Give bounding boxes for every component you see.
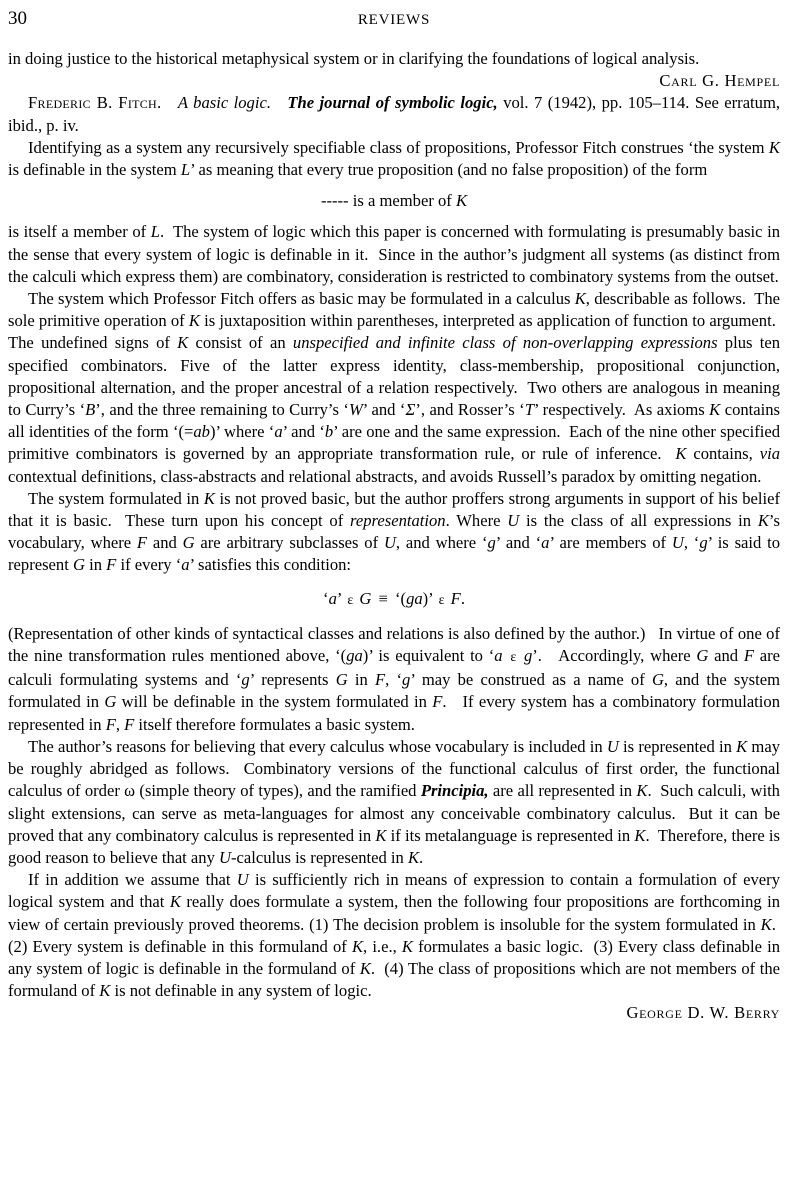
- running-head: [8, 8, 780, 36]
- symbol-L: L: [180, 160, 191, 180]
- symbol-K: K: [768, 137, 780, 157]
- symbol-omega: ω: [124, 781, 136, 801]
- display-formula: ‘a’ ε G ≡ ‘(ga)’ ε F.: [323, 588, 465, 608]
- equivalence-symbol: ≡: [378, 588, 388, 608]
- emph-representation: representation: [350, 511, 446, 531]
- symbol-K: K: [636, 781, 648, 801]
- symbol-F: F: [124, 714, 135, 734]
- epsilon-membership-symbol: ε: [347, 592, 354, 608]
- symbol-g: g: [487, 533, 496, 553]
- symbol-K: K: [675, 444, 687, 464]
- symbol-K: K: [169, 892, 181, 912]
- symbol-g: g: [523, 646, 533, 666]
- symbol-g: g: [699, 533, 708, 553]
- previous-review-text: in doing justice to the historical metaphysical system or in clarifying the foundations of logical analysis.: [8, 49, 700, 68]
- symbol-K: K: [359, 958, 371, 978]
- symbol-a: a: [181, 555, 190, 575]
- symbol-G: G: [696, 646, 709, 666]
- symbol-K: K: [375, 825, 387, 845]
- review-author: Frederic B. Fitch.: [28, 93, 162, 113]
- display-line-dashes: -----: [320, 191, 349, 211]
- display-line-form: ----- is a member of K: [320, 191, 468, 211]
- symbol-K: K: [401, 936, 413, 956]
- symbol-K: K: [760, 914, 772, 934]
- page-number: 30: [8, 8, 27, 29]
- review-paragraph-2: The system which Professor Fitch offers as basic may be formulated in a calculus K, describable as follows. The sole primitive operation of K is juxtaposition within parentheses, interpreted as application of function to argument. The undefined signs of K consist of an unspecified and infinite class of non-overlapping expressions plus ten specified combinators. Five of the latter express identity, class-membership, propositional conjunction, propositional alternation, and the proper ancestral of a relation respectively. Two others are analogous in meaning to Curry’s ‘B’, and the three remaining to Curry’s ‘W’ and ‘Σ’, and Rosser’s ‘T’ respectively. As axioms K contains all identities of the form ‘(=ab)’ where ‘a’ and ‘b’ are one and the same expression. Each of the nine other specified primitive combinators is governed by an appropriate transformation rule, or rule of inference. K contains, via contextual definitions, class-abstracts and relational abstracts, and avoids Russell’s paradox by omitting negation.: [8, 289, 781, 486]
- symbol-K: K: [177, 333, 189, 353]
- symbol-F: F: [743, 646, 754, 666]
- symbol-ga: ga: [406, 588, 423, 608]
- symbol-U: U: [236, 870, 249, 890]
- previous-review-signature: Carl G. Hempel: [659, 71, 780, 91]
- epsilon-membership-symbol: ε: [510, 650, 517, 666]
- symbol-L: L: [150, 222, 160, 242]
- symbol-F: F: [106, 555, 117, 575]
- symbol-K: K: [736, 736, 748, 756]
- symbol-g: g: [402, 670, 411, 690]
- emph-principia: Principia,: [420, 781, 489, 801]
- symbol-K: K: [351, 936, 364, 956]
- emph-via: via: [759, 444, 780, 464]
- review-paragraph-3b: (Representation of other kinds of syntactical classes and relations is also defined by the author.) In virtue of one of the nine transformation rules mentioned above, ‘(ga)’ is equivalent to ‘a ε g’. Accordingly, where G and F are calculi formulating systems and ‘g’ represents G in F, ‘g’ may be construed as a name of G, and the system formulated in G will be definable in the system formulated in F. If every system has a combinatory formulation represented in F, F itself therefore formulates a basic system.: [8, 623, 781, 734]
- review-paragraph-1a: Identifying as a system any recursively specifiable class of propositions, Professor Fitch construes ‘the system K is definable in the system L’ as meaning that every true proposition (and no false proposition) of the form: [8, 137, 780, 180]
- symbol-g: g: [241, 670, 250, 690]
- symbol-G: G: [104, 692, 117, 712]
- symbol-U: U: [671, 533, 684, 553]
- symbol-K: K: [455, 191, 468, 211]
- symbol-K: K: [99, 981, 111, 1001]
- symbol-U: U: [219, 847, 232, 867]
- symbol-a: a: [274, 422, 283, 442]
- symbol-T: T: [524, 400, 534, 420]
- review-paragraph-1b: is itself a member of L. The system of logic which this paper is concerned with formulating is presumably basic in the sense that every system of logic is definable in it. Since in the author’s judgment all systems (as distinct from the calculi which express them) are combinatory, consideration is restricted to combinatory systems from the outset.: [8, 222, 781, 286]
- review-citation-detail: vol. 7 (1942), pp. 105–114. See erratum, ibid., p. iv.: [8, 93, 781, 135]
- symbol-K: K: [709, 400, 721, 420]
- symbol-G: G: [359, 588, 372, 608]
- symbol-F: F: [450, 588, 461, 608]
- symbol-W: W: [348, 400, 363, 420]
- symbol-U: U: [606, 736, 619, 756]
- emph-unspecified: unspecified and infinite class of non-overlapping expressions: [292, 333, 718, 353]
- symbol-G: G: [182, 533, 195, 553]
- review-paragraph-3a: The system formulated in K is not proved basic, but the author proffers strong arguments in support of his belief that it is basic. These turn upon his concept of representation. Where U is the class of all expressions in K’s vocabulary, where F and G are arbitrary subclasses of U, and where ‘g’ and ‘a’ are members of U, ‘g’ is said to represent G in F if every ‘a’ satisfies this condition:: [8, 488, 780, 575]
- symbol-G: G: [72, 555, 85, 575]
- symbol-ab: ab: [193, 422, 210, 442]
- symbol-a: a: [328, 588, 337, 608]
- symbol-ga: ga: [346, 646, 363, 666]
- symbol-U: U: [383, 533, 396, 553]
- page-body: [8, 48, 780, 1025]
- symbol-K: K: [203, 488, 215, 508]
- symbol-U: U: [507, 511, 520, 531]
- symbol-F: F: [136, 533, 148, 553]
- symbol-G: G: [651, 670, 664, 690]
- symbol-K: K: [574, 289, 586, 309]
- symbol-b: b: [324, 422, 334, 442]
- previous-review-tail: [8, 48, 780, 70]
- symbol-sigma: Σ: [405, 400, 416, 420]
- review-article-title: A basic logic.: [177, 93, 271, 113]
- symbol-G: G: [335, 670, 348, 690]
- review-paragraph-4: The author’s reasons for believing that every calculus whose vocabulary is included in U is represented in K may be roughly abridged as follows. Combinatory versions of the functional calculus of first order, the functional calculus of order ω (simple theory of types), and the ramified Principia, are all represented in K. Such calculi, with slight extensions, can serve as meta-languages for almost any conceivable combinatory calculus. But it can be proved that any combinatory calculus is represented in K if its metalanguage is represented in K. Therefore, there is good reason to believe that any U-calculus is represented in K.: [8, 736, 781, 867]
- review-journal-title: The journal of symbolic logic,: [287, 93, 498, 113]
- symbol-K: K: [757, 511, 769, 531]
- symbol-K: K: [407, 847, 420, 867]
- symbol-F: F: [105, 714, 116, 734]
- symbol-F: F: [375, 670, 386, 690]
- running-head-title: REVIEWS: [357, 12, 431, 28]
- review-citation: [8, 92, 780, 136]
- review-paragraph-5: If in addition we assume that U is sufficiently rich in means of expression to contain a formulation of every logical system and that K really does formulate a system, then the following four propositions are forthcoming in view of certain previously proved theorems. (1) The decision problem is insoluble for the system formulated in K. (2) Every system is definable in this formuland of K, i.e., K formulates a basic logic. (3) Every class definable in any system of logic is definable in the formuland of K. (4) The class of propositions which are not members of the formuland of K is not definable in any system of logic.: [8, 870, 781, 1001]
- symbol-F: F: [432, 692, 443, 712]
- symbol-K: K: [634, 825, 646, 845]
- epsilon-membership-symbol: ε: [438, 592, 445, 608]
- symbol-a: a: [541, 533, 550, 553]
- review-signature: George D. W. Berry: [626, 1003, 780, 1023]
- symbol-B: B: [85, 400, 96, 420]
- symbol-K: K: [188, 311, 200, 331]
- symbol-a: a: [494, 646, 503, 666]
